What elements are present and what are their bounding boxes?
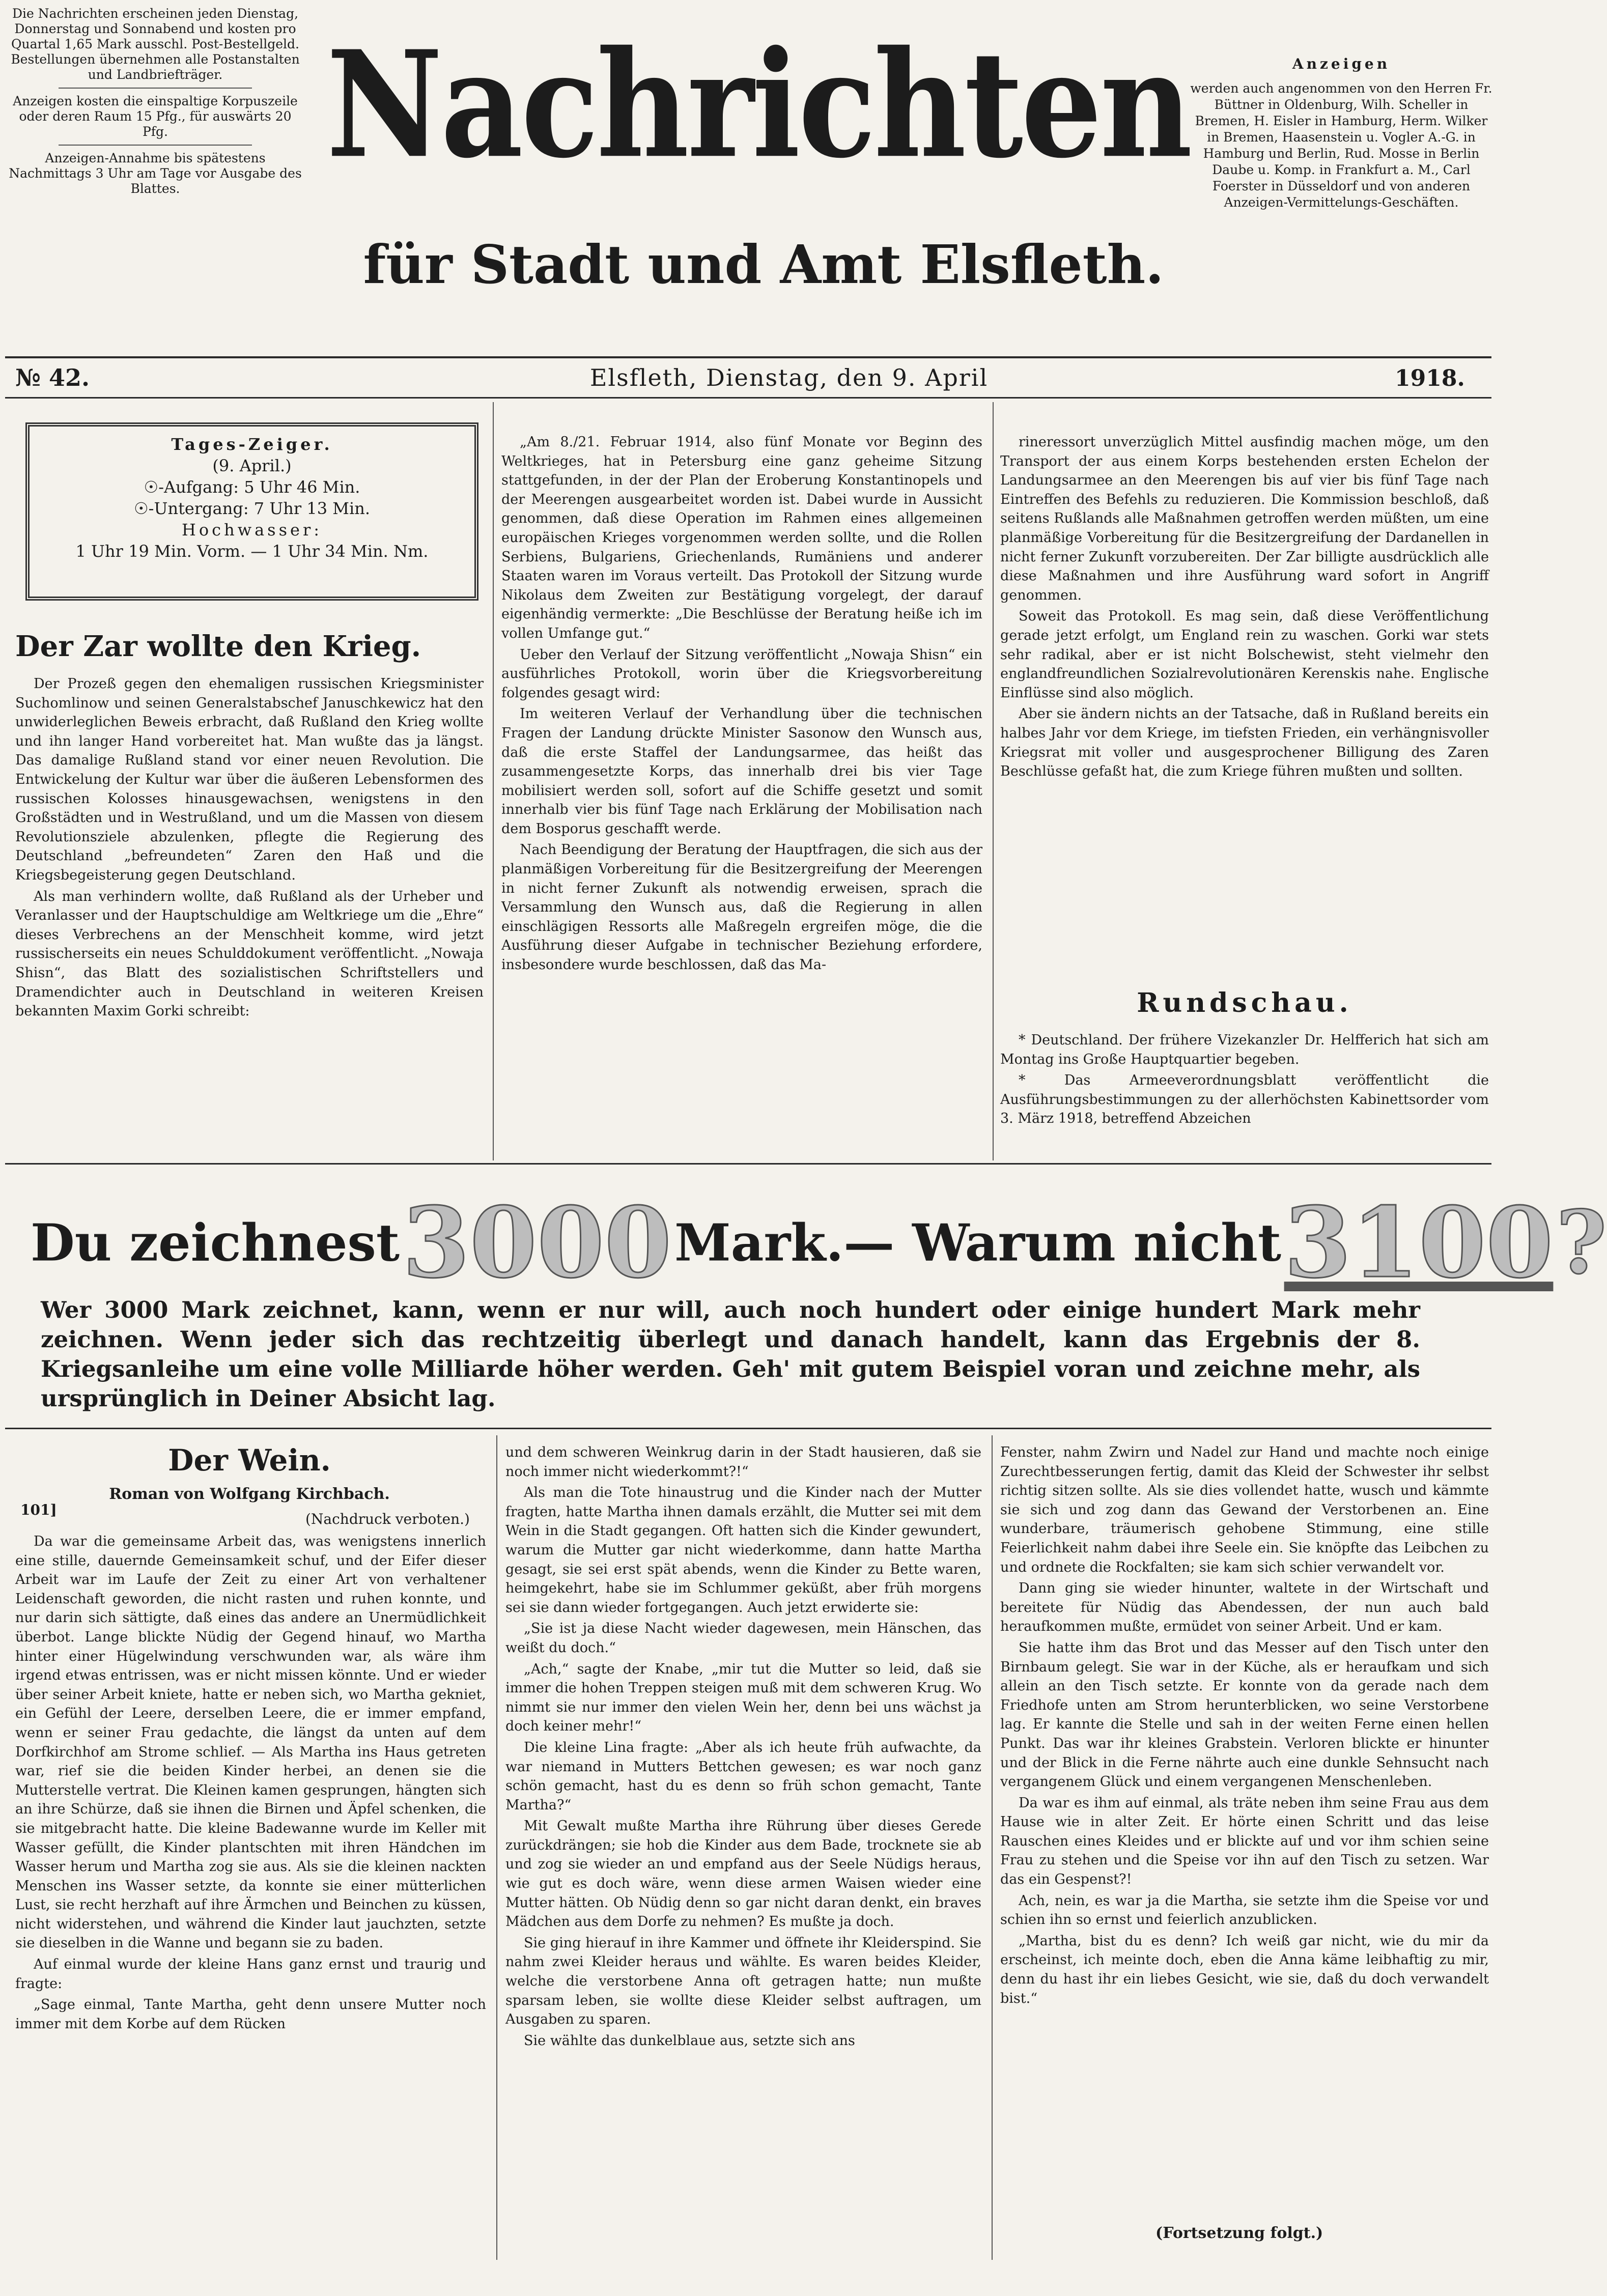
serial-paragraph: Da war die gemeinsame Arbeit das, was wenigstens innerlich eine stille, dauernde Gemeinsamkeit schuf, und der Eifer dieser Arbeit war im Laufe der Zeit zu einer Art von verhaltener Leidenschaft geworden, die nicht rasten und ruhen konnte, und nur darin sich sättigte, daß eines das andere an Unermüdlichkeit überbot. Lange blickte Nüdig der Gegend hinauf, wo Martha hinter einer Hügelwindung verschwunden war, als wäre ihm irgend etwas entrissen, was er nicht missen könnte. Und er wieder über seiner Arbeit kniete, hatte er neben sich, wo Martha gekniet, ein Gefühl der Leere, derselben Leere, die er immer empfand, wenn er seiner Frau gedachte, die längst da unten auf dem Dorfkirchhof am Strome schlief. — Als Martha ins Haus getreten war, rief sie die beiden Kinder herbei, an denen sie die Mutterstelle vertrat. Die Kleinen kamen gesprungen, hängten sich an ihre Schürze, daß sie ihnen die Birnen und Äpfel schenken, die sie mitgebracht hatte. Die kleine Badewanne wurde im Keller mit Wasser gefüllt, die Kinder plantschten mit ihren Händchen im Wasser herum und Martha zog sie aus. Als sie die kleinen nackten Menschen ins Wasser setzte, da konnte sie einer mütterlichen Lust, sie recht herzhaft auf ihre Ärmchen und Beinchen zu küssen, nicht widerstehen, und während die Kinder laut jauchzten, setzte sie dieselben in die Wanne und begann sie zu baden. xyxy=(15,1534,486,1951)
serial-paragraph: Sie hatte ihm das Brot und das Messer auf den Tisch unter den Birnbaum gelegt. Sie war in der Küche, als er heraufkam und sich allein an den Tisch setzte. Er konnte von da gerade nach dem Friedhofe unten am Strom herunterblicken, wo seine Verstorbene lag. Er kannte die Stelle und sah in der weiten Ferne einen hellen Punkt. Das war ihr kleines Grabstein. Verloren blickte er hinunter und der Blick in die Ferne nährte auch eine dunkle Sehnsucht nach vergangenem Glück und einem vergangenen Menschenleben. xyxy=(1000,1639,1489,1790)
serial-title: Der Wein. xyxy=(168,1443,331,1478)
serial-paragraph: „Sie ist ja diese Nacht wieder dagewesen, mein Hänschen, das weißt du doch.“ xyxy=(505,1621,981,1656)
banner-top-rule xyxy=(5,1163,1491,1165)
issue-number: № 42. xyxy=(15,364,90,391)
tide-title: Hochwasser: xyxy=(181,520,323,540)
serial-paragraph: Auf einmal wurde der kleine Hans ganz ernst und traurig und fragte: xyxy=(15,1957,486,1992)
war-bond-headline xyxy=(31,1186,1607,1303)
tide-times: 1 Uhr 19 Min. Vorm. — 1 Uhr 34 Min. Nm. xyxy=(75,542,429,561)
masthead-right-info xyxy=(1189,56,1494,211)
rundschau-item: * Deutschland. Der frühere Vizekanzler Dr. Helfferich hat sich am Montag ins Große Hauptquartier begeben. xyxy=(1000,1032,1489,1067)
article-paragraph: „Am 8./21. Februar 1914, also fünf Monate vor Beginn des Weltkrieges, hat in Petersburg eine ganz geheime Sitzung stattgefunden, in der der Plan der Eroberung Konstantinopels und der Meerengen ausgearbeitet worden ist. Dabei wurde in Aussicht genommen, daß diese Operation im Rahmen eines allgemeinen europäischen Krieges vorgenommen werden sollte, und die Rollen Serbiens, Bulgariens, Griechenlands, Rumäniens und anderer Staaten waren im Voraus verteilt. Das Protokoll der Sitzung wurde Nikolaus dem Zweiten zur Bestätigung vorgelegt, der darauf eigenhändig vermerkte: „Die Beschlüsse der Beratung heiße ich im vollen Umfange gut.“ xyxy=(501,434,982,641)
serial-col-1 xyxy=(15,1532,486,2250)
serial-paragraph: Als man die Tote hinaustrug und die Kinder nach der Mutter fragten, hatte Martha ihnen damals erzählt, die Mutter sei mit dem Wein in die Stadt gegangen. Oft hatten sich die Kinder gewundert, warum die Mutter gar nicht wiederkomme, dann hatte Martha gesagt, sie sei erst spät abends, wenn die Kinder zu Bette waren, heimgekehrt, habe sie im Schlummer geküßt, aber früh morgens sei sie dann wieder fortgegangen. Auch jetzt erwiderte sie: xyxy=(505,1485,981,1615)
serial-notice: (Nachdruck verboten.) xyxy=(305,1511,470,1527)
tageszeiger-title: Tages-Zeiger. xyxy=(171,435,333,454)
article-col-3 xyxy=(1000,433,1489,942)
rundschau-item: * Das Armeeverordnungsblatt veröffentlicht die Ausführungsbestimmungen zu der allerhöchsten Kabinettsorder vom 3. März 1918, betreffend Abzeichen xyxy=(1000,1072,1489,1127)
rundschau-items xyxy=(1000,1031,1489,1158)
article-headline: Der Zar wollte den Krieg. xyxy=(15,630,421,663)
issue-year: 1918. xyxy=(1395,365,1465,391)
article-col-2 xyxy=(501,433,982,1155)
article-paragraph: Nach Beendigung der Beratung der Hauptfragen, die sich aus der planmäßigen Vorbereitung für die Besitzergreifung der Meerengen in nicht ferner Zukunft als notwendig erweisen, sprach die Versammlung den Wunsch aus, daß die Regierung in allen einschlägigen Ressorts alle Maßregeln ergreifen möge, die die Ausführung dieser Aufgabe in technischer Beziehung erfordere, insbesondere wurde beschlossen, daß das Ma- xyxy=(501,842,982,973)
article-paragraph: Aber sie ändern nichts an der Tatsache, daß in Rußland bereits ein halbes Jahr vor dem Kriege, im tiefsten Frieden, ein verhängnisvoller Kriegsrat mit voller und ausgesprochener Billigung des Zaren Beschlüsse gefaßt hat, die zum Kriege führen mußten und sollten. xyxy=(1000,706,1489,780)
ads-heading: Anzeigen xyxy=(1292,55,1391,72)
column-rule-1 xyxy=(493,402,494,1160)
ads-agencies: werden auch angenommen von den Herren Fr. Büttner in Oldenburg, Wilh. Scheller in Bremen, H. Eisler in Hamburg, Herm. Wilker in Bremen, Haasenstein u. Vogler A.-G. in Hamburg und Berlin, Rud. Mosse in Berlin Daube u. Komp. in Frankfurt a. M., Carl Foerster in Düsseldorf und von anderen Anzeigen-Vermittelungs-Geschäften. xyxy=(1190,81,1492,210)
ad-price-info: Anzeigen kosten die einspaltige Korpuszeile oder deren Raum 15 Pfg., für auswärts 20 Pfg. xyxy=(13,94,298,139)
serial-number: 101] xyxy=(20,1501,57,1518)
serial-byline: Roman von Wolfgang Kirchbach. xyxy=(109,1485,390,1503)
serial-col-2 xyxy=(505,1443,981,2252)
article-col-1 xyxy=(15,674,484,1158)
dateline-rule xyxy=(5,397,1491,399)
deadline-info: Anzeigen-Annahme bis spätestens Nachmittags 3 Uhr am Tage vor Ausgabe des Blattes. xyxy=(9,151,302,196)
serial-paragraph: Ach, nein, es war ja die Martha, sie setzte ihm die Speise vor und schien ihn so ernst und feierlich anzublicken. xyxy=(1000,1892,1489,1928)
serial-col-3 xyxy=(1000,1443,1489,2217)
subscription-info: Die Nachrichten erscheinen jeden Dienstag, Donnerstag und Sonnabend und kosten pro Quartal 1,65 Mark ausschl. Post-Bestellgeld. Bestellungen übernehmen alle Postanstalten und Landbriefträger. xyxy=(11,6,300,82)
tageszeiger-date: (9. April.) xyxy=(212,456,292,475)
serial-continued: (Fortsetzung folgt.) xyxy=(1155,2224,1323,2242)
article-paragraph: Als man verhindern wollte, daß Rußland als der Urheber und Veranlasser und der Hauptschuldige am Weltkriege um die „Ehre“ dieses Verbrechens an der Menschheit komme, wird jetzt russischerseits ein neues Schulddokument veröffentlicht. „Nowaja Shisn“, das Blatt des sozialistischen Schriftstellers und Dramendichter auch in Deutschland in weiteren Kreisen bekannten Maxim Gorki schreibt: xyxy=(15,888,484,1019)
serial-paragraph: „Martha, bist du es denn? Ich weiß gar nicht, wie du mir da erscheinst, ich meinte doch, eben die Anna käme leibhaftig zu mir, denn du hast ihr ein liebes Gesicht, wie sie, daß du doch verwandelt bist.“ xyxy=(1000,1933,1489,2006)
banner-amount-1: 3000 xyxy=(402,1186,672,1299)
newspaper-title: Nachrichten xyxy=(326,18,1191,191)
sunset-time: ☉-Untergang: 7 Uhr 13 Min. xyxy=(133,499,371,518)
column-rule-3 xyxy=(496,1435,497,2260)
serial-paragraph: Sie ging hierauf in ihre Kammer und öffnete ihr Kleiderspind. Sie nahm zwei Kleider heraus und wählte. Es waren beides Kleider, welche die verstorbene Anna oft getragen hatte; nun mußte sparsam leben, sie wollte diese Kleider selbst auftragen, um Ausgaben zu sparen. xyxy=(505,1935,981,2028)
serial-paragraph: und dem schweren Weinkrug darin in der Stadt hausieren, daß sie noch immer nicht wiederkommt?!“ xyxy=(505,1444,981,1480)
banner-mid: Mark.— Warum nicht xyxy=(674,1212,1282,1273)
serial-paragraph: Die kleine Lina fragte: „Aber als ich heute früh aufwachte, da war niemand in Mutters Bettchen gewesen; es war noch ganz schön gemacht, hast du es denn so früh schon gemacht, Tante Martha?“ xyxy=(505,1739,981,1813)
tageszeiger-box xyxy=(25,422,478,601)
rundschau-title: Rundschau. xyxy=(1137,987,1352,1018)
serial-paragraph: Dann ging sie wieder hinunter, waltete in der Wirtschaft und bereitete für Nüdig das Abendessen, der nun auch bald heraufkommen mußte, ermüdet von seiner Arbeit. Und er kam. xyxy=(1000,1580,1489,1635)
masthead-left-info xyxy=(5,6,305,196)
sunrise-time: ☉-Aufgang: 5 Uhr 46 Min. xyxy=(144,477,360,497)
serial-paragraph: Da war es ihm auf einmal, als träte neben ihm seine Frau aus dem Hause wie in alter Zeit. Er hörte einen Schritt und das leise Rauschen eines Kleides und er blickte auf und vor ihm schien seine Frau zu stehen und die Speise vor ihn auf den Tisch zu setzen. War das ein Gespenst?! xyxy=(1000,1795,1489,1888)
article-paragraph: Ueber den Verlauf der Sitzung veröffentlicht „Nowaja Shisn“ ein ausführliches Protokoll, worin über die Kriegsvorbereitung folgendes gesagt wird: xyxy=(501,646,982,701)
serial-paragraph: Fenster, nahm Zwirn und Nadel zur Hand und machte noch einige Zurechtbesserungen fertig, damit das Kleid der Schwester ihr selbst richtig sitzen sollte. Als sie dies vollendet hatte, wusch und kämmte sie sich und zog dann das Gewand der Verstorbenen an. Eine wunderbare, träumerisch gehobene Stimmung, eine stille Feierlichkeit nahm dabei ihre Seele ein. Sie knöpfte das Leibchen zu und ordnete die Rockfalten; sie kam sich schier verwandelt vor. xyxy=(1000,1444,1489,1575)
banner-qmark: ? xyxy=(1556,1192,1607,1294)
serial-paragraph: „Sage einmal, Tante Martha, geht denn unsere Mutter noch immer mit dem Korbe auf dem Rücken xyxy=(15,1997,486,2032)
banner-amount-2: 3100 xyxy=(1284,1186,1554,1299)
article-paragraph: Im weiteren Verlauf der Verhandlung über die technischen Fragen der Landung drückte Minister Sasonow den Wunsch aus, daß die erste Staffel der Landungsarmee, das heißt das zusammengesetzte Korps, das innerhalb drei bis vier Tage mobilisiert werden soll, sofort auf die Schiffe gesetzt und somit innerhalb vier bis fünf Tage nach Erklärung der Mobilisation nach dem Bosporus geschafft werde. xyxy=(501,706,982,837)
issue-date: Elsfleth, Dienstag, den 9. April xyxy=(589,364,989,391)
top-rule xyxy=(5,356,1491,358)
newspaper-subtitle: für Stadt und Amt Elsfleth. xyxy=(363,233,1164,296)
article-paragraph: Soweit das Protokoll. Es mag sein, daß diese Veröffentlichung gerade jetzt erfolgt, um England rein zu waschen. Gorki war stets sehr radikal, aber er ist nicht Bolschewist, steht vielmehr den englandfreundlichen Sozialrevolutionären Kerenskis nahe. Englische Einflüsse sind also möglich. xyxy=(1000,608,1489,701)
column-rule-2 xyxy=(993,402,994,1160)
serial-paragraph: „Ach,“ sagte der Knabe, „mir tut die Mutter so leid, daß sie immer die hohen Treppen steigen muß mit dem schweren Krug. Wo nimmt sie nur immer den vielen Wein her, denn bei uns wächst ja doch keiner mehr!“ xyxy=(505,1661,981,1735)
war-bond-text: Wer 3000 Mark zeichnet, kann, wenn er nur will, auch noch hundert oder einige hundert Mark mehr zeichnen. Wenn jeder sich das rechtzeitig überlegt und danach handelt, kann das Ergebnis der 8. Kriegsanleihe um eine volle Milliarde höher werden. Geh' mit gutem Beispiel voran und zeichne mehr, als ursprünglich in Deiner Absicht lag. xyxy=(41,1296,1420,1412)
column-rule-4 xyxy=(992,1435,993,2260)
serial-paragraph: Sie wählte das dunkelblaue aus, setzte sich ans xyxy=(524,2032,855,2049)
article-paragraph: rineressort unverzüglich Mittel ausfindig machen möge, um den Transport der aus einem Korps bestehenden ersten Echelon der Landungsarmee an den Meerengen bis auf vier bis fünf Tage nach Eintreffen des Befehls zu reduzieren. Die Kommission beschloß, daß seitens Rußlands alle Maßnahmen getroffen werden müßten, um eine planmäßige Vorbereitung für die Besitzergreifung der Dardanellen in nicht ferner Zukunft vorzubereiten. Der Zar billigte ausdrücklich alle diese Maßnahmen und ihre Ausführung ward sofort in Angriff genommen. xyxy=(1000,434,1489,603)
serial-paragraph: Mit Gewalt mußte Martha ihre Rührung über dieses Gerede zurückdrängen; sie hob die Kinder aus dem Bade, trocknete sie ab und zog sie wieder an und empfand aus der Seele Nüdigs heraus, wie gut es doch wäre, wenn diese armen Waisen wieder eine Mutter hätten. Ob Nüdig denn so gar nicht daran denkt, ein braves Mädchen aus dem Dorfe zu nehmen? Es mußte ja doch. xyxy=(505,1818,981,1930)
article-paragraph: Der Prozeß gegen den ehemaligen russischen Kriegsminister Suchomlinow und seinen Generalstabschef Januschkewicz hat den unwiderleglichen Beweis erbracht, daß Rußland den Krieg wollte und ihn langer Hand vorbereitet hat. Man wußte das ja längst. Das damalige Rußland stand vor einer neuen Revolution. Die Entwickelung der Kultur war über die äußeren Lebensformen des russischen Kolosses hinausgewachsen, wenigstens in den Großstädten und in Westrußland, und um die Massen von diesem Revolutionsziele abzulenken, pflegte die Regierung des Deutschland „befreundeten“ Zaren den Haß und die Kriegsbegeisterung gegen Deutschland. xyxy=(15,676,484,883)
banner-bottom-rule xyxy=(5,1428,1491,1429)
banner-pre: Du zeichnest xyxy=(31,1212,400,1273)
